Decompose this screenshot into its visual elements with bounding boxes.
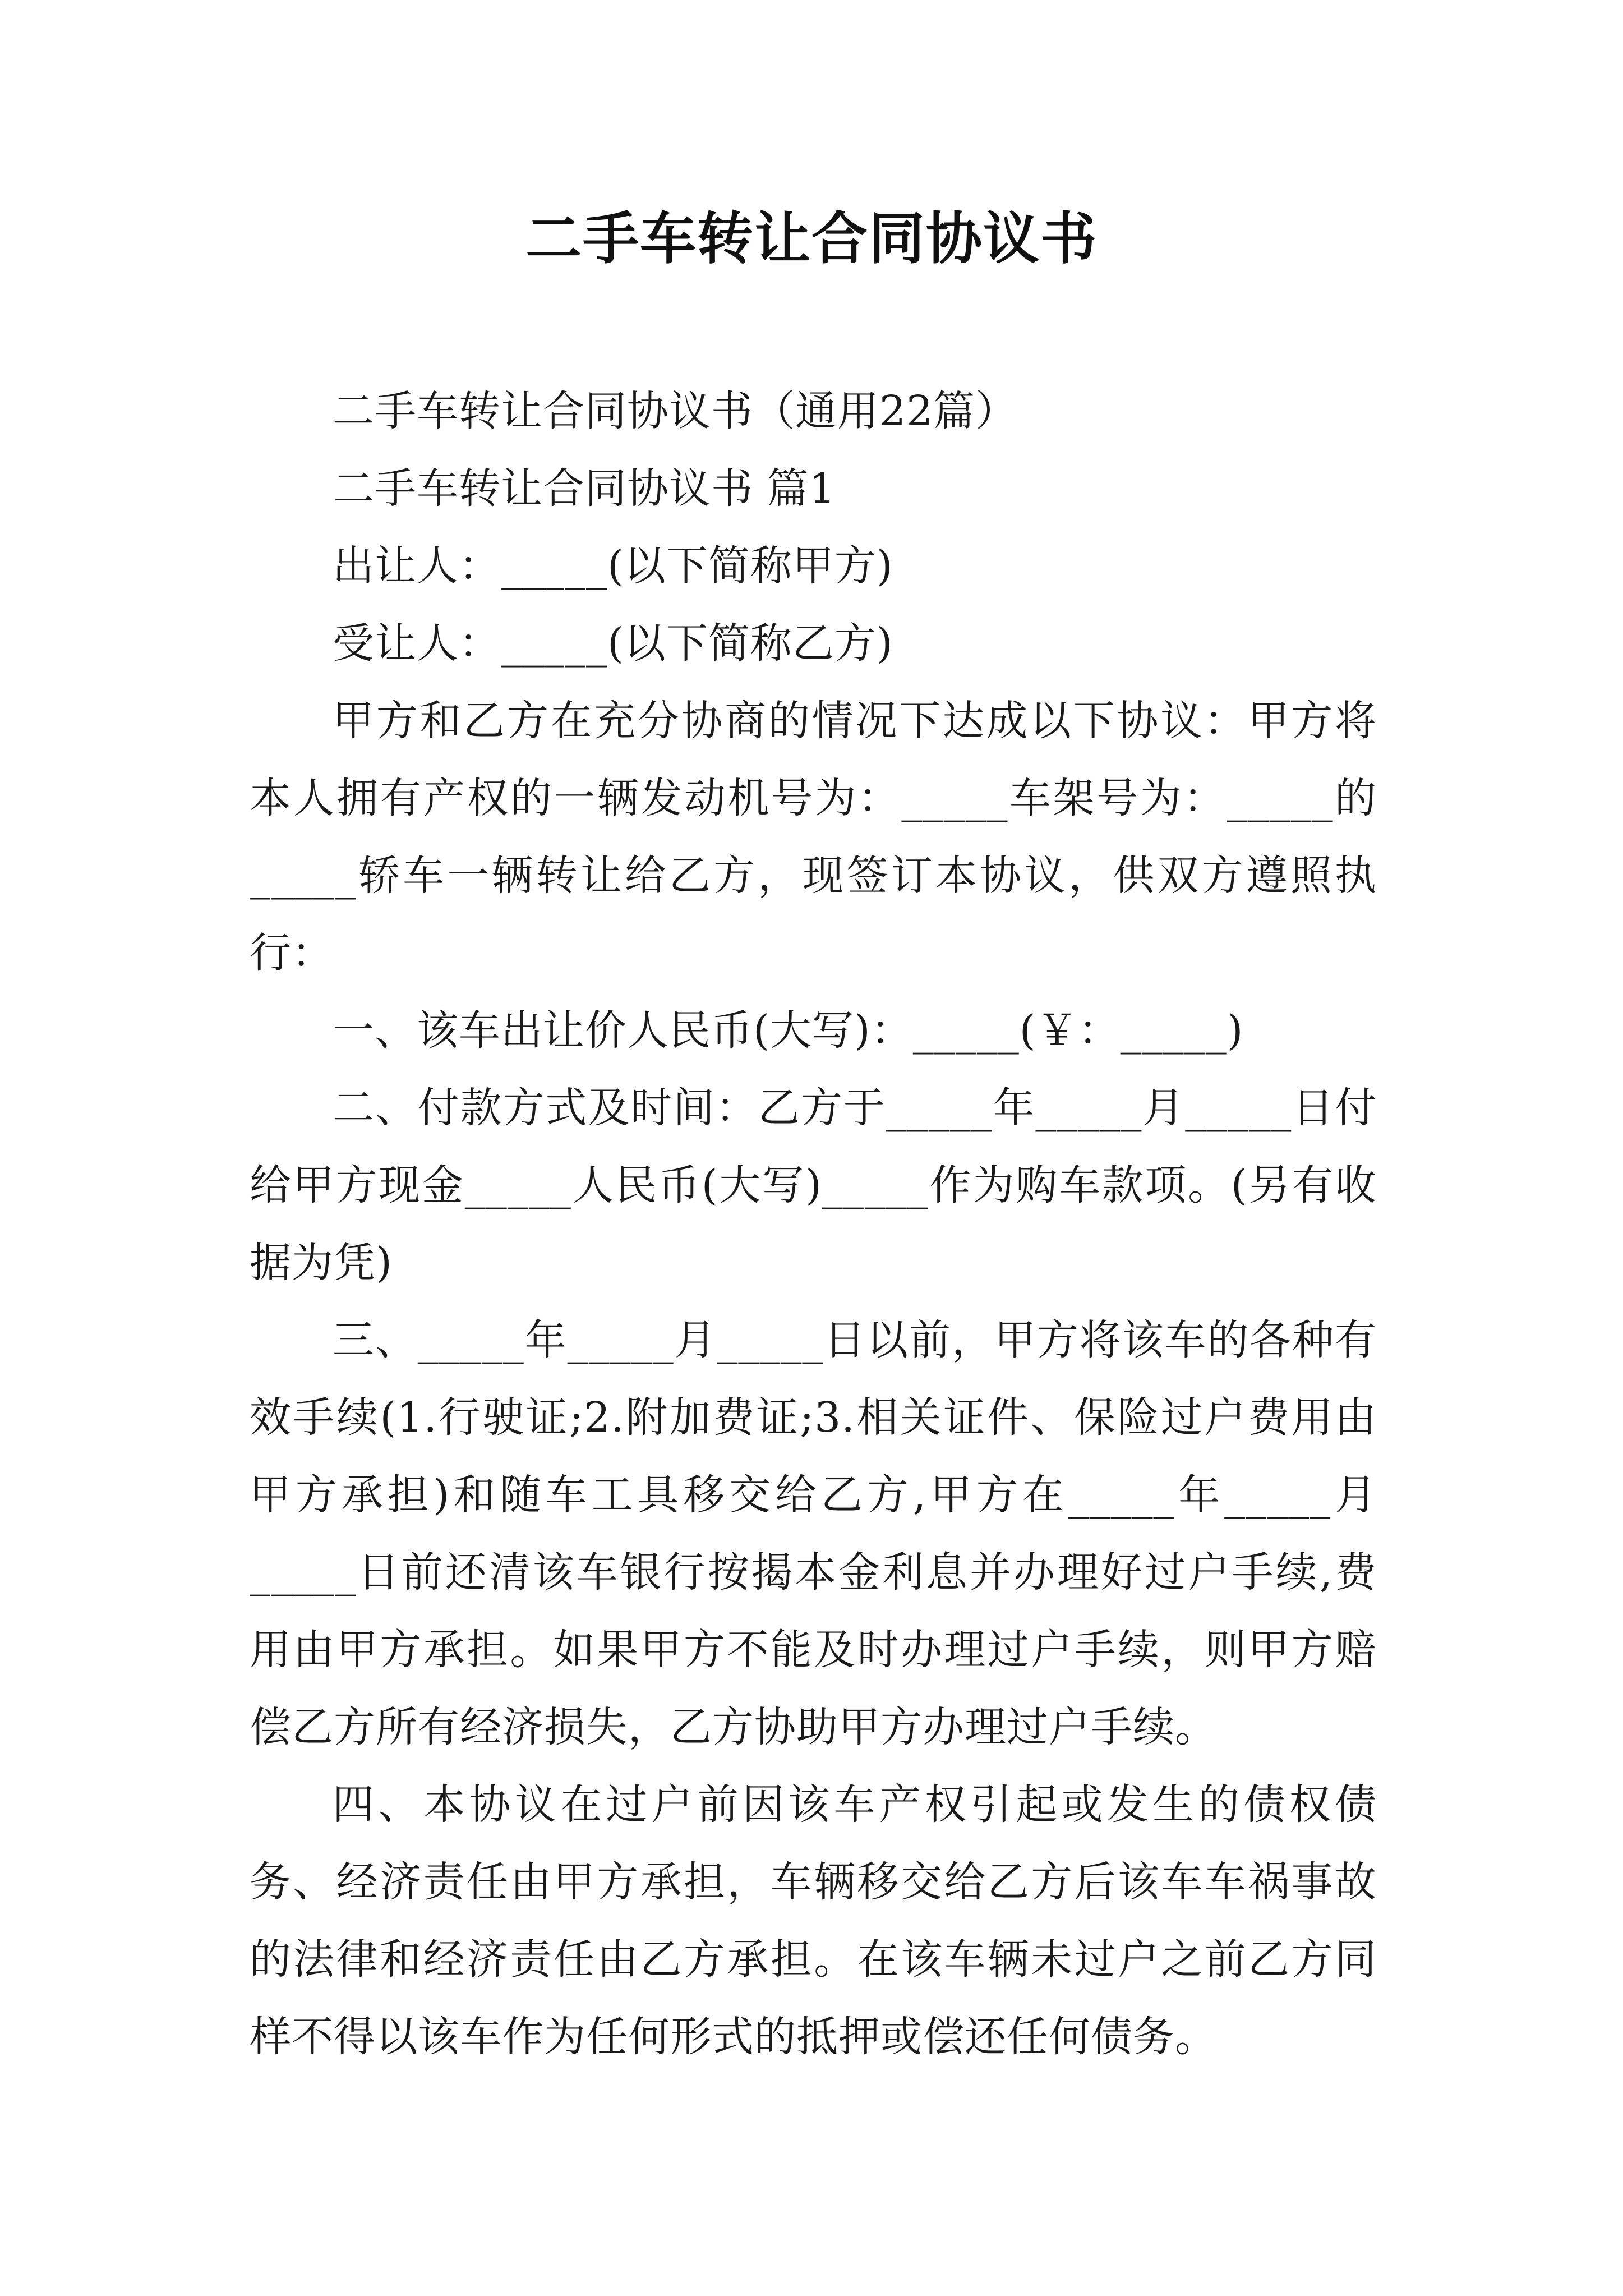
agreement-intro-paragraph: 甲方和乙方在充分协商的情况下达成以下协议：甲方将本人拥有产权的一辆发动机号为：_____车架号为：_____的_____轿车一辆转让给乙方，现签订本协议，供双方遵照执行： [250, 697, 1377, 977]
subtitle-paragraph: 二手车转让合同协议书（通用22篇） [333, 387, 1018, 435]
clause-4-liability: 四、本协议在过户前因该车产权引起或发生的债权债务、经济责任由甲方承担，车辆移交给乙方后该车车祸事故的法律和经济责任由乙方承担。在该车辆未过户之前乙方同样不得以该车作为任何形式的抵押或偿还任何债务。 [250, 1780, 1377, 2061]
document-title: 二手车转让合同协议书 [525, 205, 1098, 272]
transferor-line: 出让人：_____(以下简称甲方) [333, 542, 893, 590]
clause-3-handover: 三、_____年_____月_____日以前，甲方将该车的各种有效手续(1.行驶证;2.附加费证;3.相关证件、保险过户费用由甲方承担)和随车工具移交给乙方,甲方在_____年_____月_____日前还清该车银行按揭本金利息并办理好过户手续,费用由甲方承担。如果甲方不能及时办理过户手续，则甲方赔偿乙方所有经济损失，乙方协助甲方办理过户手续。 [250, 1316, 1377, 1751]
document-body [250, 372, 1377, 2076]
section-heading: 二手车转让合同协议书 篇1 [333, 464, 836, 513]
clause-1-price: 一、该车出让价人民币(大写)：_____(￥：_____) [333, 1006, 1244, 1055]
clause-2-payment: 二、付款方式及时间：乙方于_____年_____月_____日付给甲方现金_____人民币(大写)_____作为购车款项。(另有收据为凭) [250, 1084, 1377, 1287]
transferee-line: 受让人：_____(以下简称乙方) [333, 619, 893, 668]
